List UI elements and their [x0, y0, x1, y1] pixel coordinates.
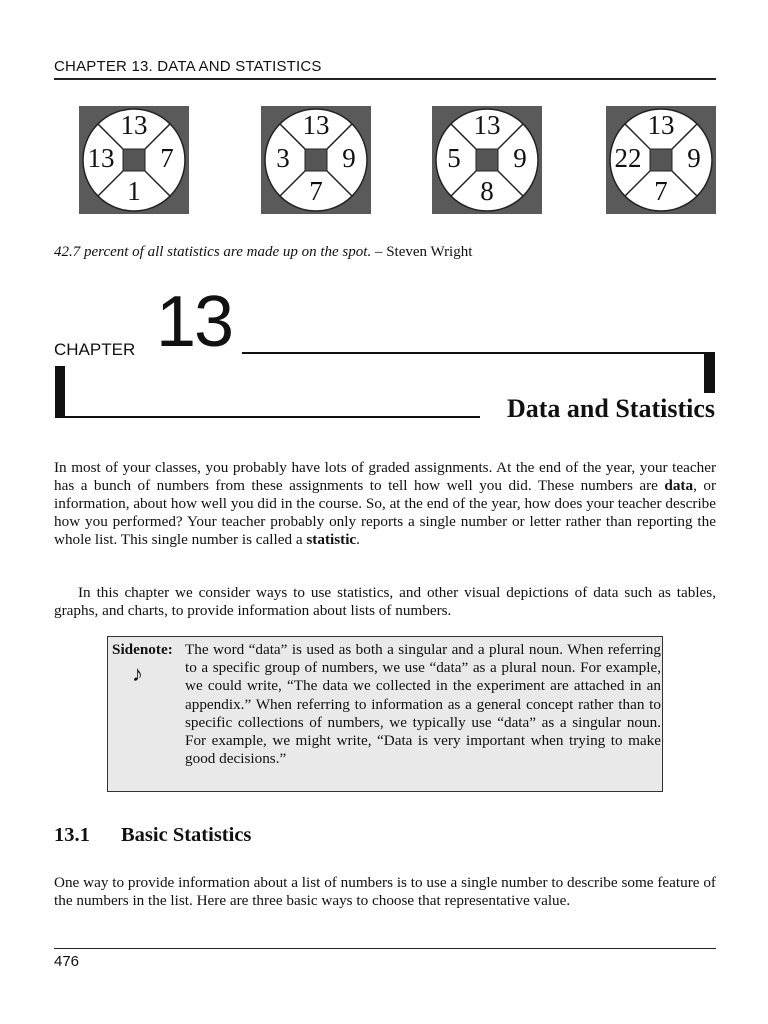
epigraph: [54, 244, 472, 261]
header-rule: [54, 78, 716, 80]
puzzle-bottom-value: 8: [480, 176, 494, 207]
epigraph-quote: 42.7 percent of all statistics are made up on the spot.: [54, 244, 372, 260]
puzzle-right-value: 9: [687, 143, 701, 174]
paragraph-text: .: [356, 531, 360, 548]
number-puzzle-4: [606, 106, 716, 214]
term-data: data: [664, 477, 694, 494]
section-number: 13.1: [54, 824, 90, 846]
puzzle-top-value: 13: [120, 110, 148, 141]
chapter-number: 13: [156, 282, 233, 362]
number-puzzle-2: [261, 106, 371, 214]
chapter-title: Data and Statistics: [506, 394, 715, 423]
chapter-bar-left: [55, 366, 65, 418]
footer-rule: [54, 948, 716, 949]
puzzle-left-value: 13: [87, 143, 115, 174]
section-paragraph: One way to provide information about a list of numbers is to use a single number to describe some feature of the numbers in the list. Here are three basic ways to choose that representative value.: [54, 874, 716, 909]
puzzle-left-value: 5: [447, 143, 461, 174]
musical-note-icon: ♪: [132, 661, 143, 686]
chapter-bar-right: [704, 352, 715, 393]
chapter-rule-bottom: [55, 416, 480, 418]
number-puzzle-1: [79, 106, 189, 214]
puzzle-top-value: 13: [302, 110, 330, 141]
puzzle-left-value: 3: [276, 143, 290, 174]
sidenote-label: Sidenote:: [112, 641, 173, 658]
puzzle-right-value: 9: [513, 143, 527, 174]
puzzle-bottom-value: 7: [654, 176, 668, 207]
paragraph-text: In most of your classes, you probably have lots of graded assignments. At the end of the year, your teacher has a bunch of numbers from these assignments to tell how well you did. These numbers are: [54, 459, 716, 494]
epigraph-attribution: – Steven Wright: [371, 244, 473, 260]
puzzle-bottom-value: 7: [309, 176, 323, 207]
puzzle-top-value: 13: [647, 110, 675, 141]
sidenote-text: The word “data” is used as both a singular and a plural noun. When referring to a specific group of numbers, we use “data” as a plural noun. For example, we could write, “The data we collected in the experiment are attached in an appendix.” When referring to information as a general concept rather than to specific collections of numbers, we typically use “data” as a singular noun. For example, we might write, “Data is very important when trying to make good decisions.”: [185, 641, 661, 768]
paragraph-text: , or information, about how well you did in the course. So, at the end of the year, how does your teacher describe how you performed? Your teacher probably only reports a single number or letter rather than reporting the whole list. This single number is called a: [54, 477, 716, 548]
term-statistic: statistic: [306, 531, 357, 548]
page-number: 476: [54, 953, 80, 970]
intro-paragraph-2: In this chapter we consider ways to use statistics, and other visual depictions of data such as tables, graphs, and charts, to provide information about lists of numbers.: [54, 584, 716, 619]
running-head: CHAPTER 13. DATA AND STATISTICS: [54, 58, 322, 75]
puzzle-bottom-value: 1: [127, 176, 141, 207]
intro-paragraph-1: [54, 459, 716, 549]
puzzle-top-value: 13: [473, 110, 501, 141]
puzzle-right-value: 7: [160, 143, 174, 174]
number-puzzle-3: [432, 106, 542, 214]
section-heading: [54, 824, 251, 847]
section-title: Basic Statistics: [121, 824, 252, 846]
chapter-label: CHAPTER: [54, 340, 136, 359]
puzzle-right-value: 9: [342, 143, 356, 174]
sidenote-box: [107, 636, 663, 792]
puzzle-left-value: 22: [614, 143, 642, 174]
chapter-rule-top: [242, 352, 715, 354]
